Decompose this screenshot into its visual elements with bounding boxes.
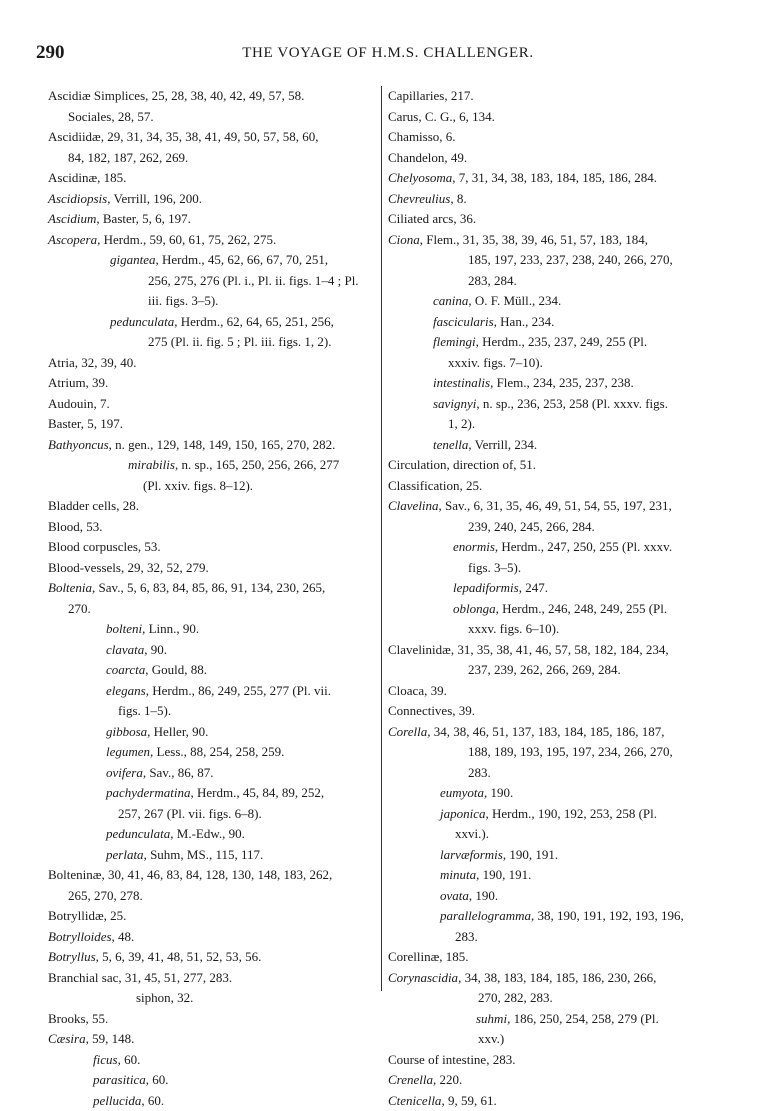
index-text: (Pl. xxiv. figs. 8–12). [143, 478, 253, 493]
index-text: 270. [68, 601, 91, 616]
index-term: Clavelina [388, 498, 439, 513]
index-text: 188, 189, 193, 195, 197, 234, 266, 270, [468, 744, 673, 759]
index-entry [388, 291, 740, 312]
index-term: ovifera [106, 765, 143, 780]
index-entry [388, 558, 740, 579]
index-entry [48, 1070, 378, 1091]
index-term: perlata [106, 847, 144, 862]
index-text: xxv.) [478, 1031, 504, 1046]
index-term: Corynascidia [388, 970, 458, 985]
index-entry [388, 763, 740, 784]
index-entry [388, 517, 740, 538]
index-term: parasitica [93, 1072, 146, 1087]
index-entry [388, 86, 740, 107]
index-text: Connectives, 39. [388, 703, 475, 718]
index-term: gigantea [110, 252, 156, 267]
index-entry [388, 865, 740, 886]
index-entry [48, 148, 378, 169]
index-entry [388, 619, 740, 640]
index-term: enormis [453, 539, 495, 554]
index-text: , 247. [519, 580, 548, 595]
index-entry [48, 353, 378, 374]
index-entry [48, 742, 378, 763]
index-term: pachydermatina [106, 785, 190, 800]
index-text: , 190. [484, 785, 513, 800]
index-text: Blood corpuscles, 53. [48, 539, 161, 554]
index-text: , 90. [144, 642, 167, 657]
index-term: Bathyoncus [48, 437, 109, 452]
page-number: 290 [36, 42, 65, 64]
index-text: , 60. [118, 1052, 141, 1067]
index-entry [48, 312, 378, 333]
index-text: 265, 270, 278. [68, 888, 143, 903]
index-entry [388, 783, 740, 804]
index-entry [48, 414, 378, 435]
index-term: savignyi [433, 396, 476, 411]
index-term: clavata [106, 642, 144, 657]
index-entry [48, 701, 378, 722]
index-entry [48, 496, 378, 517]
index-entry [388, 332, 740, 353]
index-text: , 60. [146, 1072, 169, 1087]
index-entry [388, 804, 740, 825]
index-text: figs. 1–5). [118, 703, 171, 718]
index-entry [388, 476, 740, 497]
index-entry [48, 168, 378, 189]
index-text: xxvi.). [455, 826, 489, 841]
index-term: Ascidiopsis [48, 191, 107, 206]
index-term: intestinalis [433, 375, 490, 390]
index-text: , 190, 191. [503, 847, 558, 862]
index-text: , n. sp., 236, 253, 258 (Pl. xxxv. figs. [476, 396, 668, 411]
index-entry [388, 906, 740, 927]
index-term: lepadiformis [453, 580, 519, 595]
index-text: , 34, 38, 46, 51, 137, 183, 184, 185, 186, 187, [427, 724, 664, 739]
index-term: elegans [106, 683, 146, 698]
index-entry [388, 414, 740, 435]
index-text: , 60. [141, 1093, 164, 1108]
index-entry [388, 373, 740, 394]
index-entry [388, 845, 740, 866]
index-entry [48, 947, 378, 968]
index-text: , n. sp., 165, 250, 256, 266, 277 [175, 457, 339, 472]
index-entry [388, 455, 740, 476]
index-term: minuta [440, 867, 476, 882]
index-entry [48, 681, 378, 702]
index-entry [388, 209, 740, 230]
index-term: flemingi [433, 334, 476, 349]
index-entry [388, 701, 740, 722]
index-text: Atria, 32, 39, 40. [48, 355, 136, 370]
index-entry [388, 537, 740, 558]
index-entry [388, 640, 740, 661]
index-entry [388, 271, 740, 292]
index-entry [388, 168, 740, 189]
index-text: Carus, C. G., 6, 134. [388, 109, 495, 124]
index-entry [388, 189, 740, 210]
index-text: Ascidiidæ, 29, 31, 34, 35, 38, 41, 49, 50, 57, 58, 60, [48, 129, 318, 144]
index-text: , Herdm., 235, 237, 249, 255 (Pl. [476, 334, 648, 349]
index-text: 185, 197, 233, 237, 238, 240, 266, 270, [468, 252, 673, 267]
index-term: gibbosa [106, 724, 147, 739]
index-text: , 48. [112, 929, 135, 944]
index-text: Clavelinidæ, 31, 35, 38, 41, 46, 57, 58, 182, 184, 234, [388, 642, 669, 657]
index-text: , Herdm., 86, 249, 255, 277 (Pl. vii. [146, 683, 331, 698]
index-term: Ciona [388, 232, 420, 247]
index-entry [388, 824, 740, 845]
index-term: parallelogramma [440, 908, 531, 923]
index-text: , Herdm., 190, 192, 253, 258 (Pl. [486, 806, 658, 821]
index-text: 283. [468, 765, 491, 780]
index-entry [48, 906, 378, 927]
index-term: pellucida [93, 1093, 141, 1108]
index-term: oblonga [453, 601, 496, 616]
index-text: , Baster, 5, 6, 197. [96, 211, 190, 226]
index-entry [388, 988, 740, 1009]
index-text: , n. gen., 129, 148, 149, 150, 165, 270, 282. [109, 437, 336, 452]
index-text: xxxiv. figs. 7–10). [448, 355, 543, 370]
index-entry [48, 1050, 378, 1071]
index-term: fascicularis [433, 314, 494, 329]
index-text: Botryllidæ, 25. [48, 908, 126, 923]
index-entry [388, 681, 740, 702]
index-text: Circulation, direction of, 51. [388, 457, 536, 472]
index-column-left [48, 86, 378, 1111]
index-entry [388, 107, 740, 128]
index-text: , Flem., 234, 235, 237, 238. [490, 375, 634, 390]
index-entry [48, 824, 378, 845]
index-entry [48, 250, 378, 271]
index-text: Atrium, 39. [48, 375, 108, 390]
index-entry [48, 107, 378, 128]
index-term: pedunculata [106, 826, 170, 841]
index-text: , 190. [469, 888, 498, 903]
index-text: 283. [455, 929, 478, 944]
index-entry [388, 1009, 740, 1030]
index-entry [48, 783, 378, 804]
index-entry [388, 230, 740, 251]
index-entry [388, 148, 740, 169]
index-text: , Herdm., 59, 60, 61, 75, 262, 275. [97, 232, 276, 247]
index-text: 1, 2). [448, 416, 475, 431]
index-entry [388, 660, 740, 681]
index-entry [48, 640, 378, 661]
page-header [0, 0, 776, 80]
index-entry [48, 1029, 378, 1050]
index-text: Blood, 53. [48, 519, 103, 534]
index-text: , Suhm, MS., 115, 117. [144, 847, 264, 862]
index-entry [48, 865, 378, 886]
column-divider [381, 86, 382, 991]
index-text: , Herdm., 246, 248, 249, 255 (Pl. [496, 601, 668, 616]
index-text: , Sav., 5, 6, 83, 84, 85, 86, 91, 134, 230, 265, [92, 580, 325, 595]
index-text: 256, 275, 276 (Pl. i., Pl. ii. figs. 1–4 ; Pl. [148, 273, 359, 288]
index-text: , M.-Edw., 90. [170, 826, 245, 841]
index-text: Capillaries, 217. [388, 88, 474, 103]
index-text: , Herdm., 45, 62, 66, 67, 70, 251, [156, 252, 329, 267]
index-entry [48, 988, 378, 1009]
index-term: larvæformis [440, 847, 503, 862]
index-term: ovata [440, 888, 469, 903]
index-text: , 59, 148. [86, 1031, 135, 1046]
index-entry [48, 476, 378, 497]
index-entry [388, 1050, 740, 1071]
index-text: Bolteninæ, 30, 41, 46, 83, 84, 128, 130, 148, 183, 262, [48, 867, 332, 882]
index-text: Sociales, 28, 57. [68, 109, 154, 124]
index-entry [388, 947, 740, 968]
index-entry [48, 291, 378, 312]
index-entry [388, 927, 740, 948]
index-entry [48, 660, 378, 681]
index-term: bolteni [106, 621, 142, 636]
index-term: Chevreulius [388, 191, 450, 206]
index-entry [388, 127, 740, 148]
index-text: Cloaca, 39. [388, 683, 447, 698]
index-entry [388, 353, 740, 374]
index-entry [48, 578, 378, 599]
index-entry [388, 312, 740, 333]
index-text: Audouin, 7. [48, 396, 110, 411]
index-text: , Herdm., 247, 250, 255 (Pl. xxxv. [495, 539, 672, 554]
index-term: suhmi [476, 1011, 507, 1026]
index-term: japonica [440, 806, 486, 821]
index-text: , Flem., 31, 35, 38, 39, 46, 51, 57, 183, 184, [420, 232, 648, 247]
index-entry [48, 517, 378, 538]
index-text: 257, 267 (Pl. vii. figs. 6–8). [118, 806, 262, 821]
index-term: canina [433, 293, 468, 308]
index-text: Chamisso, 6. [388, 129, 456, 144]
index-entry [388, 599, 740, 620]
index-entry [48, 86, 378, 107]
index-text: Corellinæ, 185. [388, 949, 469, 964]
index-text: , 190, 191. [476, 867, 531, 882]
index-text: Bladder cells, 28. [48, 498, 139, 513]
index-text: , Herdm., 45, 84, 89, 252, [190, 785, 324, 800]
index-term: Crenella [388, 1072, 433, 1087]
index-text: , Heller, 90. [147, 724, 208, 739]
index-text: , Herdm., 62, 64, 65, 251, 256, [174, 314, 334, 329]
index-entry [48, 271, 378, 292]
index-term: Ascopera [48, 232, 97, 247]
index-entry [48, 435, 378, 456]
index-entry [48, 845, 378, 866]
index-entry [388, 394, 740, 415]
index-term: tenella [433, 437, 468, 452]
index-text: iii. figs. 3–5). [148, 293, 218, 308]
index-text: 237, 239, 262, 266, 269, 284. [468, 662, 621, 677]
index-text: , 34, 38, 183, 184, 185, 186, 230, 266, [458, 970, 656, 985]
index-text: Classification, 25. [388, 478, 482, 493]
index-entry [48, 722, 378, 743]
index-entry [48, 332, 378, 353]
index-entry [48, 373, 378, 394]
index-term: legumen [106, 744, 150, 759]
index-entry [48, 1091, 378, 1111]
index-text: 283, 284. [468, 273, 517, 288]
index-entry [388, 1091, 740, 1111]
index-text: siphon, 32. [136, 990, 193, 1005]
index-entry [48, 394, 378, 415]
index-text: Branchial sac, 31, 45, 51, 277, 283. [48, 970, 232, 985]
index-text: Brooks, 55. [48, 1011, 108, 1026]
index-term: coarcta [106, 662, 145, 677]
index-text: 275 (Pl. ii. fig. 5 ; Pl. iii. figs. 1, 2). [148, 334, 331, 349]
index-term: Chelyosoma [388, 170, 452, 185]
index-text: , 220. [433, 1072, 462, 1087]
index-text: figs. 3–5). [468, 560, 521, 575]
index-entry [48, 968, 378, 989]
running-title: THE VOYAGE OF H.M.S. CHALLENGER. [0, 45, 776, 62]
index-text: 270, 282, 283. [478, 990, 553, 1005]
index-entry [48, 558, 378, 579]
index-text: , Han., 234. [494, 314, 555, 329]
index-term: Ascidium [48, 211, 96, 226]
index-entry [388, 968, 740, 989]
index-entry [48, 886, 378, 907]
index-entry [388, 250, 740, 271]
index-term: Cæsira [48, 1031, 86, 1046]
index-text: , 9, 59, 61. [441, 1093, 496, 1108]
index-text: Ascidinæ, 185. [48, 170, 126, 185]
index-text: , O. F. Müll., 234. [468, 293, 561, 308]
index-text: 84, 182, 187, 262, 269. [68, 150, 188, 165]
index-entry [48, 230, 378, 251]
index-term: Botryllus [48, 949, 96, 964]
index-text: , 7, 31, 34, 38, 183, 184, 185, 186, 284. [452, 170, 657, 185]
index-term: Corella [388, 724, 427, 739]
index-text: Ciliated arcs, 36. [388, 211, 476, 226]
index-text: , 38, 190, 191, 192, 193, 196, [531, 908, 684, 923]
index-term: ficus [93, 1052, 118, 1067]
index-text: , Linn., 90. [142, 621, 199, 636]
index-term: pedunculata [110, 314, 174, 329]
index-term: Ctenicella [388, 1093, 441, 1108]
index-text: xxxv. figs. 6–10). [468, 621, 559, 636]
index-text: Baster, 5, 197. [48, 416, 123, 431]
index-entry [388, 886, 740, 907]
index-text: Ascidiæ Simplices, 25, 28, 38, 40, 42, 49, 57, 58. [48, 88, 304, 103]
index-entry [48, 1009, 378, 1030]
index-entry [48, 127, 378, 148]
index-entry [48, 455, 378, 476]
index-term: mirabilis [128, 457, 175, 472]
index-entry [388, 1029, 740, 1050]
index-entry [388, 722, 740, 743]
index-text: 239, 240, 245, 266, 284. [468, 519, 595, 534]
index-entry [48, 619, 378, 640]
index-text: Course of intestine, 283. [388, 1052, 515, 1067]
index-text: , Verrill, 196, 200. [107, 191, 202, 206]
index-term: Botrylloides [48, 929, 112, 944]
index-text: , Verrill, 234. [468, 437, 537, 452]
index-entry [48, 927, 378, 948]
index-entry [388, 578, 740, 599]
index-entry [48, 189, 378, 210]
index-text: , 8. [450, 191, 466, 206]
index-text: , Less., 88, 254, 258, 259. [150, 744, 284, 759]
index-entry [388, 435, 740, 456]
index-text: , Gould, 88. [145, 662, 207, 677]
index-text: Blood-vessels, 29, 32, 52, 279. [48, 560, 209, 575]
index-entry [48, 763, 378, 784]
index-entry [388, 1070, 740, 1091]
index-text: Chandelon, 49. [388, 150, 467, 165]
index-term: Boltenia [48, 580, 92, 595]
index-entry [388, 496, 740, 517]
index-entry [48, 209, 378, 230]
index-entry [388, 742, 740, 763]
index-entry [48, 537, 378, 558]
index-entry [48, 804, 378, 825]
index-text: , Sav., 6, 31, 35, 46, 49, 51, 54, 55, 197, 231, [439, 498, 672, 513]
index-text: , Sav., 86, 87. [143, 765, 214, 780]
index-term: eumyota [440, 785, 484, 800]
index-column-right [388, 86, 740, 1111]
index-entry [48, 599, 378, 620]
index-text: , 186, 250, 254, 258, 279 (Pl. [507, 1011, 659, 1026]
index-text: , 5, 6, 39, 41, 48, 51, 52, 53, 56. [96, 949, 262, 964]
